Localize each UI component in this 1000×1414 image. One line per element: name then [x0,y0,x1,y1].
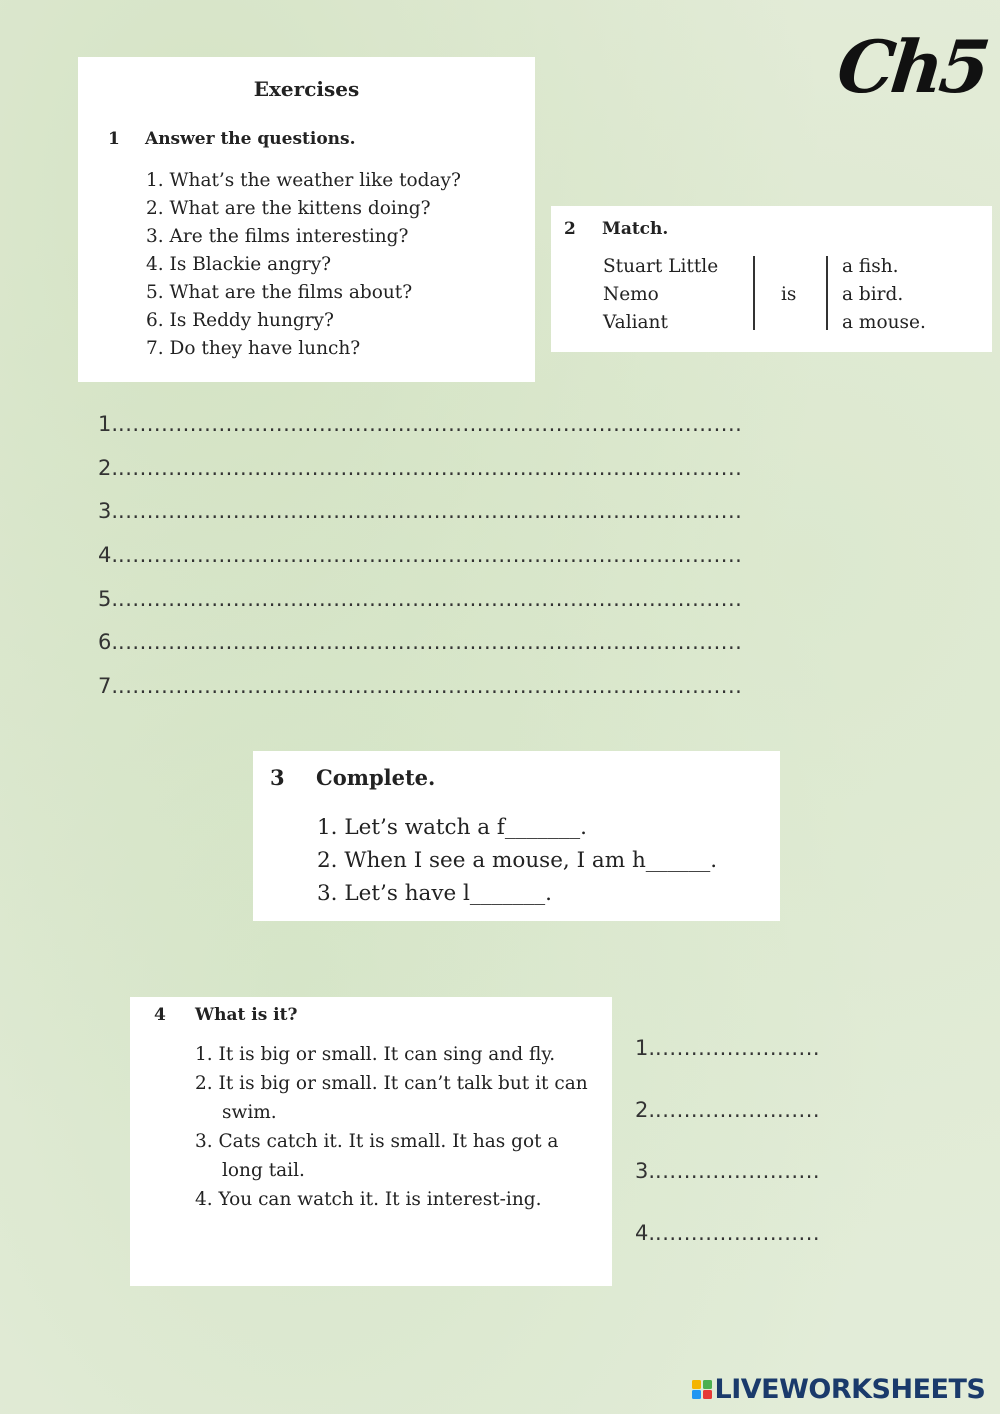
riddle-list [195,1040,595,1214]
answer-number: 2. [635,1097,656,1122]
answer-dots: ....................................................................................... [118,674,743,699]
exercises-heading: Exercises [253,77,360,101]
logo-square-icon [703,1380,712,1389]
riddle-item: 4. You can watch it. It is interest-ing. [195,1189,542,1210]
answer-dots: ....................................................................................... [118,586,743,611]
answer-field[interactable] [98,447,742,491]
match-left-item: Valiant [603,312,668,333]
chapter-title: Ch5 [833,24,991,109]
match-middle-word: is [781,284,797,305]
answer-field[interactable] [635,1149,820,1211]
complete-item: 1. Let’s watch a f_______. [317,815,587,840]
exercise-4-instruction [154,1005,297,1025]
exercise-2-instruction [564,219,668,239]
answer-field[interactable] [635,1211,820,1273]
exercise-number: 1 [108,129,120,149]
answer-dots: ....................... [655,1220,821,1245]
exercise-number: 3 [270,765,285,790]
logo-mark-icon [692,1380,712,1400]
match-right-item: a bird. [842,284,904,305]
question-item: 5. What are the films about? [146,282,413,303]
complete-list [317,811,717,910]
answer-number: 3. [635,1159,656,1183]
divider-line [753,256,755,330]
answer-dots: ....................................................................................... [118,455,743,480]
riddle-item: 2. It is big or small. It can’t talk but it can swim. [195,1073,588,1123]
logo-text: LIVEWORKSHEETS [714,1374,986,1405]
match-right-item: a mouse. [842,312,926,333]
exercise-number: 2 [564,219,576,239]
match-right-column [842,253,926,337]
answer-field[interactable] [98,578,742,622]
divider-line [826,256,828,330]
riddle-item: 3. Cats catch it. It is small. It has got a long tail. [195,1131,559,1181]
exercise-1-instruction [108,129,356,149]
exercise-1-panel [78,57,535,382]
answer-number: 7. [98,674,119,699]
logo-square-icon [703,1390,712,1399]
answer-field[interactable] [98,490,742,534]
match-left-item: Nemo [603,284,659,305]
instruction-text: Answer the questions. [145,129,356,149]
exercise-3-instruction [270,765,435,790]
question-item: 3. Are the films interesting? [146,226,409,247]
answer-number: 4. [635,1220,656,1245]
answer-number: 3. [98,499,119,524]
answer-field[interactable] [98,665,742,709]
answer-number: 1. [635,1036,656,1060]
answer-number: 5. [98,586,119,611]
match-left-item: Stuart Little [603,256,719,277]
answer-dots: ....................... [655,1036,821,1060]
answer-dots: ....................................................................................... [118,499,743,524]
logo-square-icon [692,1380,701,1389]
exercise-3-panel [253,751,780,921]
exercise-2-panel [551,206,992,352]
answer-field[interactable] [635,1088,820,1150]
answer-lines-exercise-4 [635,1026,820,1272]
liveworksheets-logo [692,1374,985,1405]
answer-field[interactable] [635,1026,820,1088]
answer-field[interactable] [98,403,742,447]
answer-number: 6. [98,630,119,655]
question-item: 7. Do they have lunch? [146,338,361,359]
match-right-item: a fish. [842,256,899,277]
question-item: 1. What’s the weather like today? [146,170,461,191]
instruction-text: What is it? [195,1005,298,1025]
answer-field[interactable] [98,534,742,578]
question-item: 2. What are the kittens doing? [146,198,431,219]
question-list [146,167,461,363]
answer-number: 2. [98,455,119,480]
answer-number: 1. [98,412,119,436]
exercise-number: 4 [154,1005,166,1025]
exercise-4-panel [130,997,612,1286]
riddle-item: 1. It is big or small. It can sing and fly. [195,1044,556,1065]
question-item: 6. Is Reddy hungry? [146,310,334,331]
answer-dots: ....................................................................................... [118,543,743,568]
answer-dots: ....................................................................................... [118,630,743,655]
complete-item: 2. When I see a mouse, I am h______. [317,848,718,873]
match-left-column [603,253,718,337]
question-item: 4. Is Blackie angry? [146,254,332,275]
logo-square-icon [692,1390,701,1399]
answer-dots: ....................................................................................... [118,412,743,436]
answer-dots: ....................... [655,1159,821,1183]
complete-item: 3. Let’s have l_______. [317,881,553,906]
answer-number: 4. [98,543,119,568]
instruction-text: Match. [602,219,669,239]
answer-dots: ....................... [655,1097,821,1122]
instruction-text: Complete. [316,765,436,790]
answer-lines-exercise-1 [98,403,742,709]
answer-field[interactable] [98,621,742,665]
